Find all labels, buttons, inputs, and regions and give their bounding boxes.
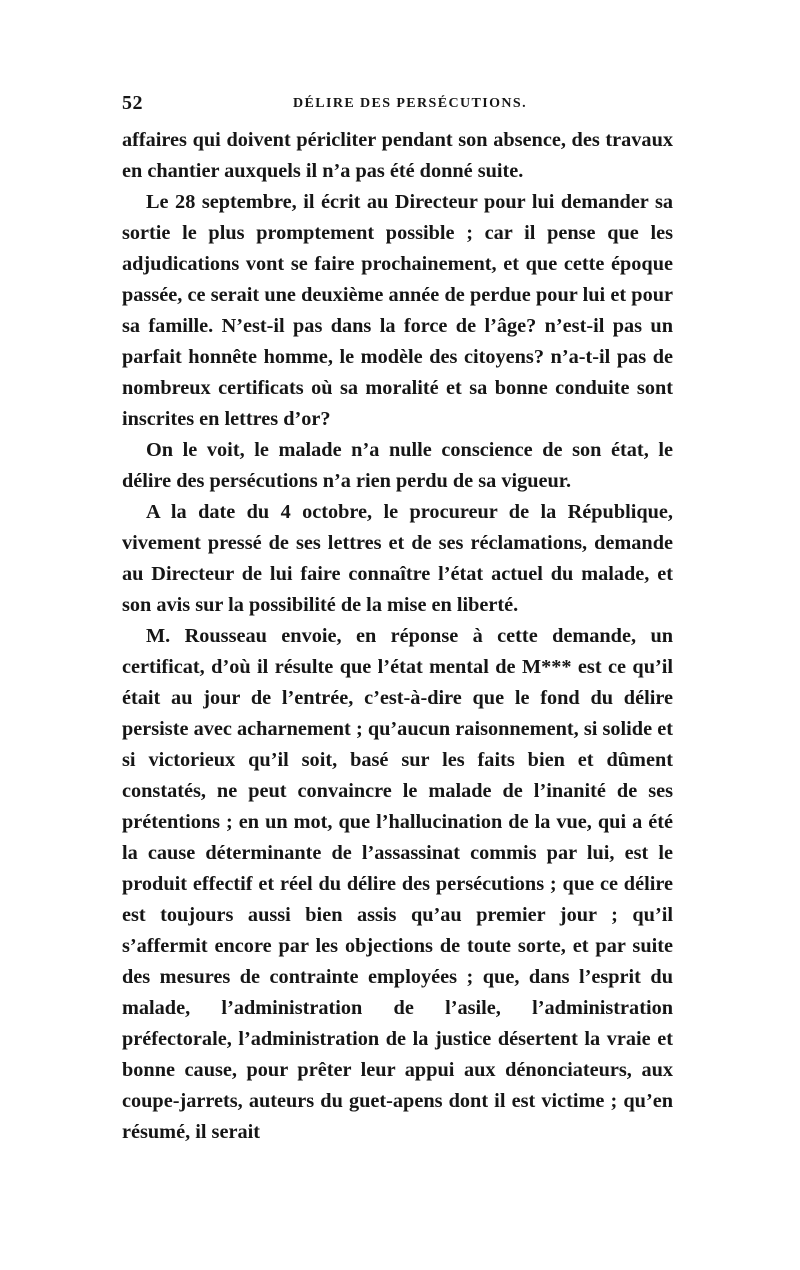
paragraph-rousseau-certificate: M. Rousseau envoie, en réponse à cette demande, un certificat, d’où il résulte que l’état mental de M*** est ce qu’il était au jour de l’entrée, c’est-à-dire que le fond du délire persiste avec acharnement ; qu’aucun raisonnement, si solide et si victorieux qu’il soit, basé sur les faits bien et dûment constatés, ne peut convaincre le malade de l’inanité de ses prétentions ; en un mot, que l’hallucination de la vue, qui a été la cause déterminante de l’assassinat commis par lui, est le produit effectif et réel du délire des persécutions ; que ce délire est toujours aussi bien assis qu’au premier jour ; qu’il s’affermit encore par les objections de toute sorte, et par suite des mesures de contrainte employées ; que, dans l’esprit du malade, l’administration de l’asile, l’administration préfectorale, l’administration de la justice désertent la vraie et bonne cause, pour prêter leur appui aux dénonciateurs, aux coupe-jarrets, auteurs du guet-apens dont il est victime ; qu’en résumé, il serait (122, 625, 673, 1143)
paragraph-no-awareness: On le voit, le malade n’a nulle conscience de son état, le délire des persécutions n’a rien perdu de sa vigueur. (122, 439, 673, 492)
paragraph-prosecutor-request: A la date du 4 octobre, le procureur de la République, vivement pressé de ses lettres et de ses réclamations, demande au Directeur de lui faire connaître l’état actuel du malade, et son avis sur la possibilité de la mise en liberté. (122, 501, 673, 616)
paragraph-letter-to-director: Le 28 septembre, il écrit au Directeur pour lui demander sa sortie le plus promptement possible ; car il pense que les adjudications vont se faire prochainement, et que cette époque passée, ce serait une deuxième année de perdue pour lui et pour sa famille. N’est-il pas dans la force de l’âge? n’est-il pas un parfait honnête homme, le modèle des citoyens? n’a-t-il pas de nombreux certificats où sa moralité et sa bonne conduite sont inscrites en lettres d’or? (122, 191, 673, 430)
body-text (122, 125, 673, 1148)
page-number: 52 (122, 92, 143, 114)
paragraph-continuation: affaires qui doivent péricliter pendant son absence, des travaux en chantier auxquels il n’a pas été donné suite. (122, 129, 673, 182)
running-title: DÉLIRE DES PERSÉCUTIONS. (293, 96, 527, 111)
page-header (122, 92, 674, 116)
